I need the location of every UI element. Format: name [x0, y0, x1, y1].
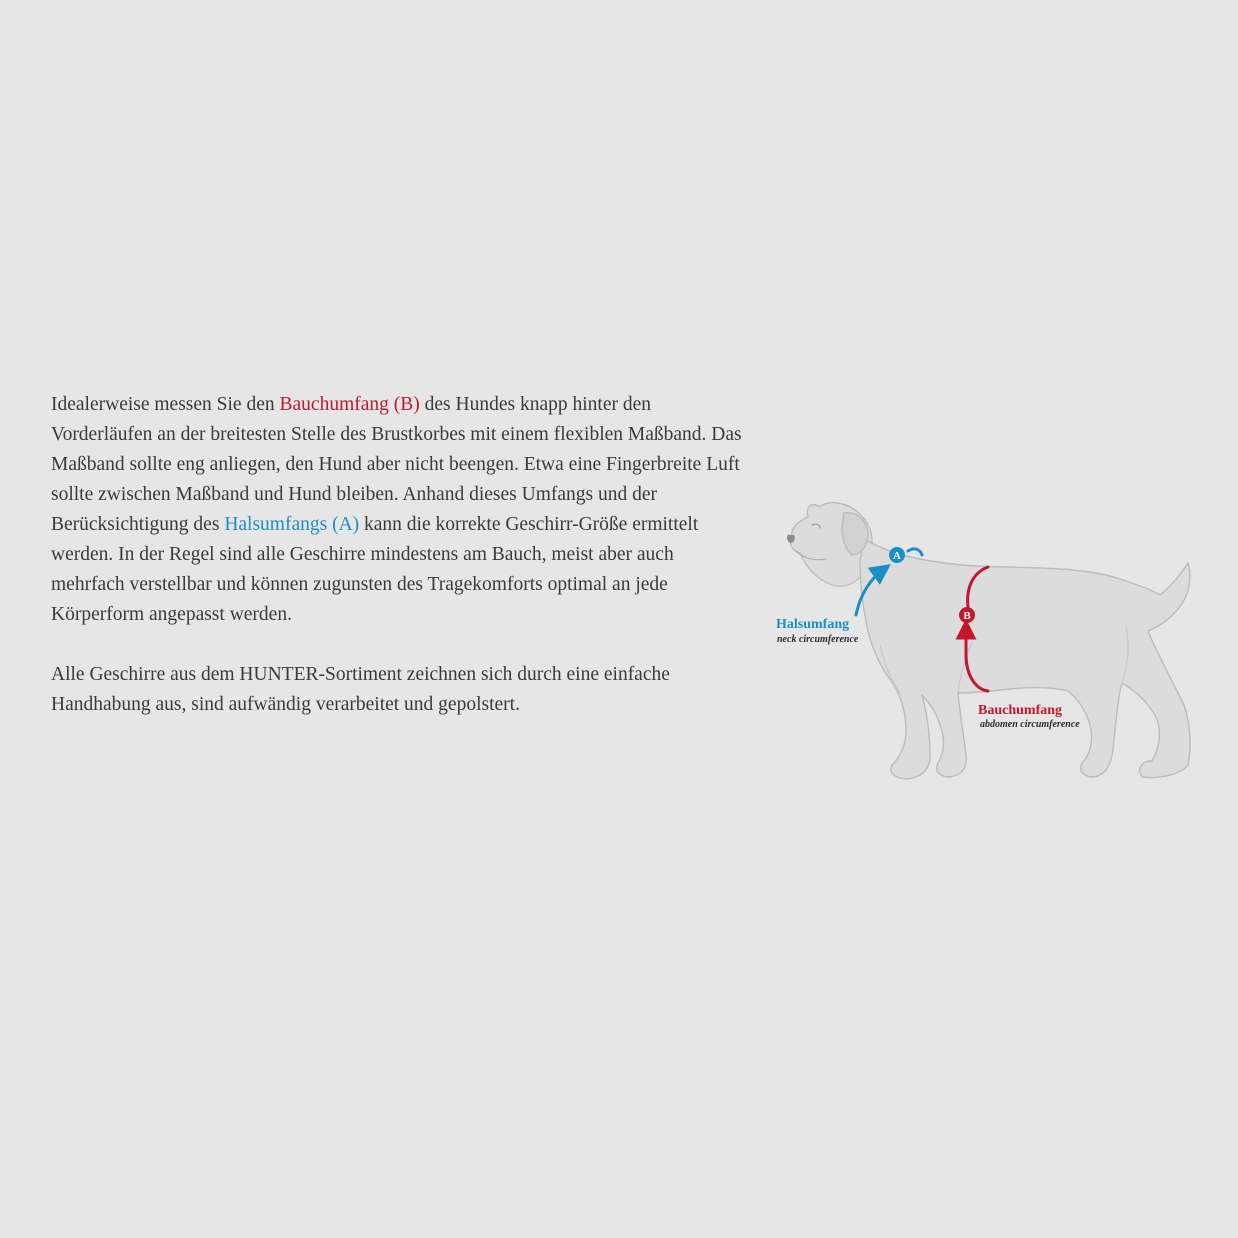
measurement-instructions	[51, 390, 751, 750]
neck-measure-curve	[908, 549, 922, 555]
dog-measurement-diagram	[760, 455, 1210, 855]
neck-sublabel: neck circumference	[777, 634, 859, 645]
marker-b-label: B	[963, 610, 971, 622]
paragraph-text: des Hundes knapp hinter den Vorderläufen an der breitesten Stelle des Brustkorbes mit einem flexiblen Maßband. Das Maßband sollte eng anliegen, den Hund aber nicht beengen. Etwa eine Fingerbreite Luft sollte zwischen Maßband und Hund bleiben. Anhand dieses Umfangs und der Berücksichtigung des	[51, 394, 742, 535]
abdomen-label: Bauchumfang	[978, 703, 1063, 718]
abdomen-highlight: Bauchumfang (B)	[279, 394, 420, 415]
marker-a-label: A	[893, 550, 901, 562]
neck-highlight: Halsumfangs (A)	[224, 514, 360, 535]
neck-label: Halsumfang	[776, 617, 850, 632]
paragraph-measurement	[51, 390, 751, 630]
abdomen-sublabel: abdomen circumference	[980, 719, 1080, 730]
paragraph-text: Idealerweise messen Sie den	[51, 394, 280, 415]
paragraph-text: kann die korrekte Geschirr-Größe ermittelt werden. In der Regel sind alle Geschirre mindestens am Bauch, meist aber auch mehrfach verstellbar und können zugunsten des Tragekomforts optimal an jede Körperform angepasst werden.	[51, 514, 699, 625]
dog-illustration	[760, 455, 1210, 855]
paragraph-hunter: Alle Geschirre aus dem HUNTER-Sortiment zeichnen sich durch eine einfache Handhabung aus, sind aufwändig verarbeitet und gepolstert.	[51, 664, 670, 715]
